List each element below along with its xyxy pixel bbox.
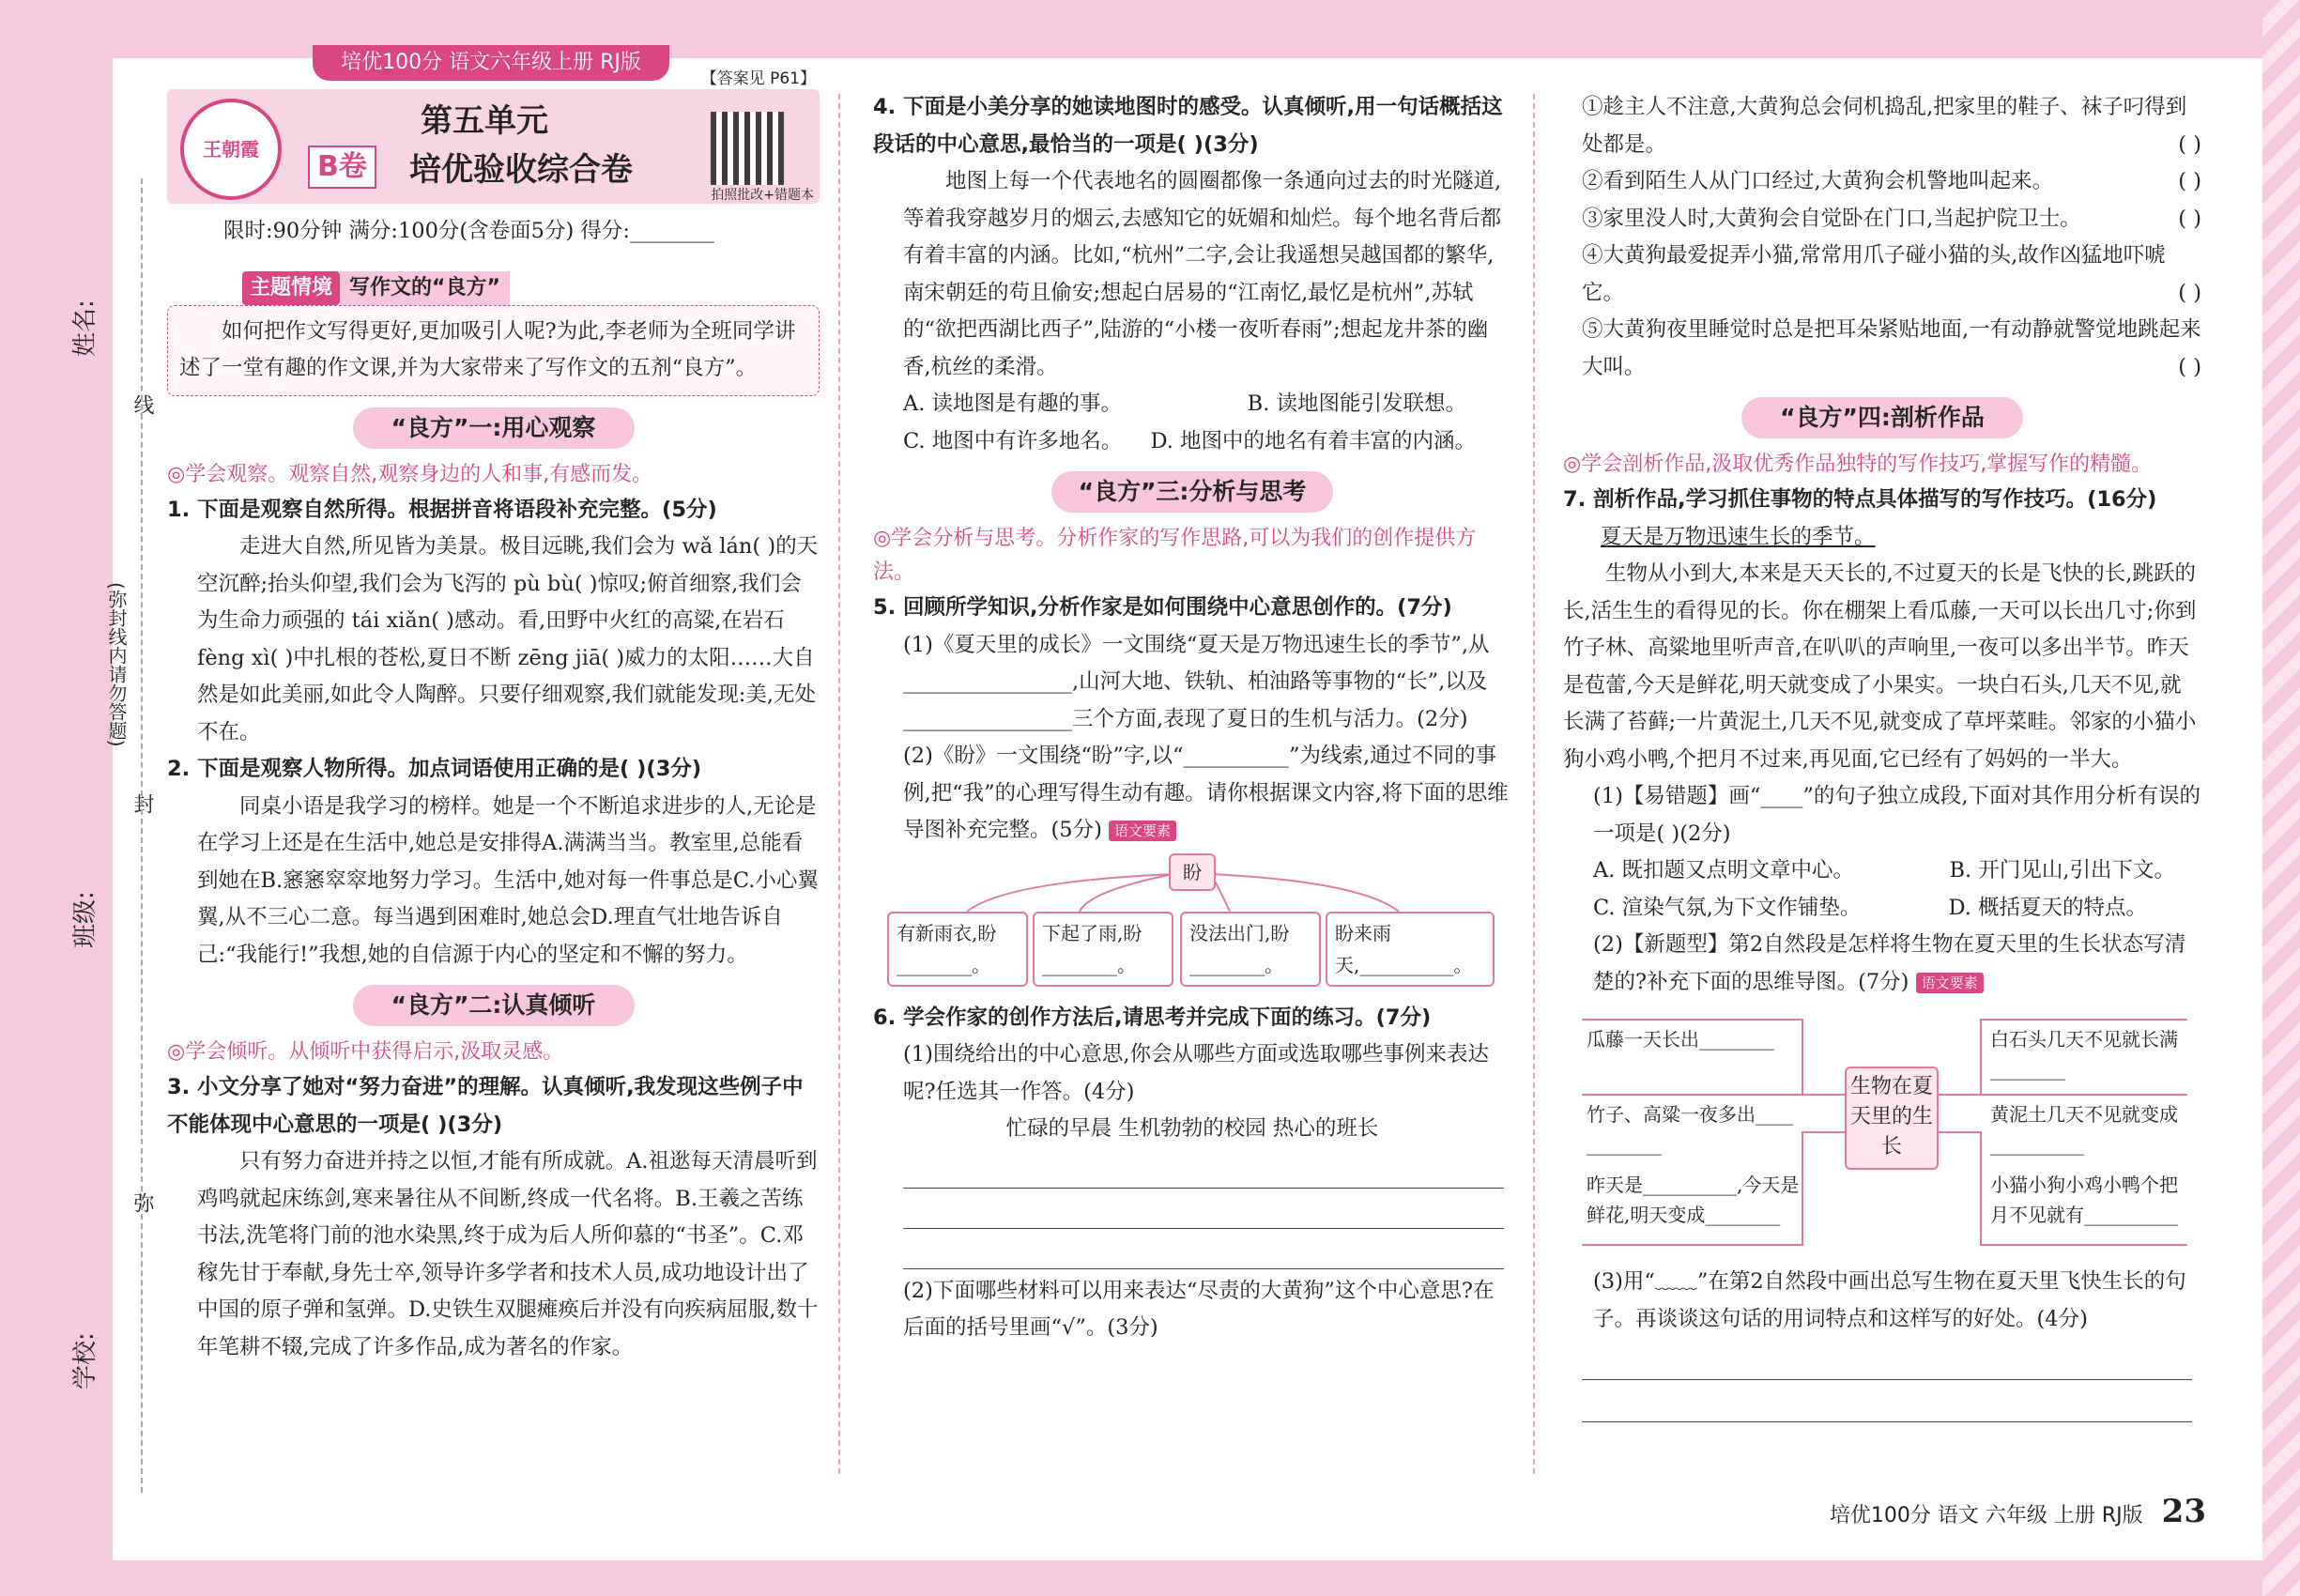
question-7: 7. 剖析作品,学习抓住事物的特点具体描写的写作技巧。(16分) <box>1563 487 2157 512</box>
answer-line-3[interactable] <box>903 1229 1504 1269</box>
section-pill-3: “良方”三:分析与思考 <box>1051 471 1333 513</box>
question-4: 4. 下面是小美分享的她读地图时的感受。认真倾听,用一句话概括这段话的中心意思,最恰当的一项是( )(3分) <box>873 95 1503 157</box>
section-tip-1: ◎学会观察。观察自然,观察身边的人和事,有感而发。 <box>167 462 653 486</box>
section-tip-4: ◎学会剖析作品,汲取优秀作品独特的写作技巧,掌握写作的精髓。 <box>1563 453 2153 476</box>
seal-feng-mark: 封 <box>130 793 154 814</box>
q7-option-a[interactable]: A. 既扣题又点明文章中心。 <box>1593 858 1855 882</box>
q4-option-a[interactable]: A. 读地图是有趣的事。 <box>903 391 1123 416</box>
paper-title: 培优验收综合卷 <box>409 151 633 189</box>
book-banner: 培优100分 语文六年级上册 RJ版 <box>313 45 669 81</box>
column-divider <box>1533 94 1535 1474</box>
q4-option-b[interactable]: B. 读地图能引发联想。 <box>1247 391 1466 416</box>
growth-left-1[interactable]: 瓜藤一天长出________ <box>1587 1028 1774 1051</box>
column-left <box>167 69 820 1366</box>
qr-code[interactable] <box>711 112 784 185</box>
seal-dashed-line <box>141 178 143 1493</box>
q7-options-row1 <box>1563 852 2175 890</box>
question-1-passage: 走进大自然,所见皆为美景。极目远眺,我们会为 wǎ lán( )的天空沉醉;抬头仰望,我们会为飞泻的 pù bù( )惊叹;俯首细察,我们会为生命力顽强的 tái xiǎn( )感动。看,田野中火红的高粱,在岩石 fèng xì( )中扎根的苍松,夏日不断 zēng jiā( )威力的太阳……大自然是如此美丽,如此令人陶醉。只要仔细观察,我们就能发现:美,无处不在。 <box>197 534 819 744</box>
question-2-passage: 同桌小语是我学习的榜样。她是一个不断追求进步的人,无论是在学习上还是在生活中,她总是安排得A.满满当当。教室里,总能看到她在B.窸窸窣窣地努力学习。生活中,她对每一件事总是C.小心翼翼,从不三心二意。每当遇到困难时,她总会D.理直气壮地告诉自己:“我能行!”我想,她的自信源于内心的坚定和不懈的努力。 <box>197 793 819 967</box>
question-7-part2 <box>1563 927 2201 1001</box>
question-6-part1: (1)围绕给出的中心意思,你会从哪些方面或选取哪些事例来表达呢?任选其一作答。(4分) <box>903 1042 1490 1104</box>
dog-options <box>1563 89 2201 386</box>
footer-text: 培优100分 语文 六年级 上册 RJ版 <box>1829 1504 2143 1527</box>
dog-option-4-text: ④大黄狗最爱捉弄小猫,常常用爪子碰小猫的头,故作凶猛地吓唬它。 <box>1582 243 2166 305</box>
school-label: 学校: <box>71 1332 100 1389</box>
growth-right-2[interactable]: 黄泥土几天不见就变成__________ <box>1990 1103 2178 1156</box>
q7-option-c[interactable]: C. 渲染气氛,为下文作铺垫。 <box>1593 895 1862 920</box>
section-tip-3: ◎学会分析与思考。分析作家的写作思路,可以为我们的创作提供方法。 <box>873 527 1477 584</box>
answer-ref: 【答案见 P61】 <box>700 69 816 88</box>
dog-option-5-box[interactable]: ( ) <box>2178 354 2201 379</box>
question-6-part2: (2)下面哪些材料可以用来表达“尽责的大黄狗”这个中心意思?在后面的括号里画“√”。(3分) <box>903 1278 1495 1340</box>
question-1: 1. 下面是观察自然所得。根据拼音将语段补充完整。(5分) <box>167 497 717 522</box>
growth-left-3[interactable]: 昨天是__________,今天是鲜花,明天变成________ <box>1587 1174 1800 1226</box>
dog-option-1-box[interactable]: ( ) <box>2178 131 2201 157</box>
q7-option-d[interactable]: D. 概括夏天的特点。 <box>1948 895 2147 920</box>
growth-center: 生物在夏天里的生长 <box>1845 1067 1939 1170</box>
growth-left-2[interactable]: 竹子、高粱一夜多出____ ________ <box>1587 1103 1793 1156</box>
column-right <box>1563 89 2201 1422</box>
question-7-part3: (3)用“﹏﹏”在第2自然段中画出总写生物在夏天里飞快生长的句子。再谈谈这句话的用词特点和这样写的好处。(4分) <box>1593 1269 2186 1331</box>
section-pill-4: “良方”四:剖析作品 <box>1741 397 2023 438</box>
q7-option-b[interactable]: B. 开门见山,引出下文。 <box>1949 858 2175 882</box>
q4-options-row2 <box>873 423 1476 461</box>
section-pill-2: “良方”二:认真倾听 <box>353 985 635 1026</box>
dog-option-5-text: ⑤大黄狗夜里睡觉时总是把耳朵紧贴地面,一有动静就警觉地跳起来大叫。 <box>1582 317 2201 379</box>
answer-line-2[interactable] <box>903 1189 1504 1229</box>
seal-mi-mark: 弥 <box>130 1192 154 1213</box>
theme-head-label: 主题情境 <box>242 271 340 305</box>
question-7-part1: (1)【易错题】画“____”的句子独立成段,下面对其作用分析有误的一项是( )(2分) <box>1593 784 2201 846</box>
mindmap-node-3[interactable]: 没法出门,盼________。 <box>1180 912 1321 987</box>
mindmap-center: 盼 <box>1169 853 1216 891</box>
dog-option-1 <box>1563 89 2201 163</box>
theme-title: 写作文的“良方” <box>340 271 510 305</box>
q4-option-c[interactable]: C. 地图中有许多地名。 <box>903 428 1123 453</box>
name-label: 姓名: <box>71 299 100 357</box>
brand-logo: 王朝霞 <box>180 99 282 200</box>
unit-title: 第五单元 <box>421 102 548 140</box>
question-3: 3. 小文分享了她对“努力奋进”的理解。认真倾听,我发现这些例子中不能体现中心意思的一项是( )(3分) <box>167 1075 804 1137</box>
question-3-passage: 只有努力奋进并持之以恒,才能有所成就。A.祖逖每天清晨听到鸡鸣就起床练剑,寒来暑往从不间断,终成一代名将。B.王羲之苦练书法,洗笔将门前的池水染黑,终于成为后人所仰慕的“书圣”。C.邓稼先甘于奉献,身先士卒,领导许多学者和技术人员,成功地设计出了中国的原子弹和氢弹。D.史铁生双腿瘫痪后并没有向疾病屈服,数十年笔耕不辍,完成了许多作品,成为著名的作家。 <box>197 1149 819 1359</box>
question-5-part1: (1)《夏天里的成长》一文围绕“夏天是万物迅速生长的季节”,从________________,山河大地、铁轨、柏油路等事物的“长”,以及________________三个方面,表现了夏日的生机与活力。(2分) <box>903 632 1490 731</box>
page-footer <box>1830 1493 2206 1530</box>
theme-header <box>242 271 820 305</box>
section-pill-1: “良方”一:用心观察 <box>353 407 635 449</box>
column-divider <box>838 94 840 1474</box>
theme-text: 如何把作文写得更好,更加吸引人呢?为此,李老师为全班同学讲述了一堂有趣的作文课,并为大家带来了写作文的五剂“良方”。 <box>179 318 796 380</box>
dog-option-2 <box>1563 163 2201 201</box>
question-4-passage: 地图上每一个代表地名的圆圈都像一条通向过去的时光隧道,等着我穿越岁月的烟云,去感知它的妩媚和灿烂。每个地名背后都有着丰富的内涵。比如,“杭州”二字,会让我遥想吴越国都的繁华,南宋朝廷的苟且偷安;想起白居易的“江南忆,最忆是杭州”,苏轼的“欲把西湖比西子”,陆游的“小楼一夜听春雨”;想起龙井茶的幽香,杭丝的柔滑。 <box>903 169 1502 379</box>
question-6: 6. 学会作家的创作方法后,请思考并完成下面的练习。(7分) <box>873 1005 1432 1030</box>
answer-line-1[interactable] <box>903 1148 1504 1189</box>
page-number: 23 <box>2161 1493 2206 1530</box>
qr-caption: 拍照批改+错题本 <box>711 188 814 203</box>
dog-option-3 <box>1563 201 2201 238</box>
exam-meta: 限时:90分钟 满分:100分(含卷面5分) 得分:________ <box>223 219 714 243</box>
question-7-part2-text: (2)【新题型】第2自然段是怎样将生物在夏天里的生长状态写清楚的?补充下面的思维导图。(7分) <box>1593 932 2186 994</box>
paper-type-badge: B卷 <box>308 146 376 189</box>
element-tag: 语文要素 <box>1109 821 1176 841</box>
question-6-topics: 忙碌的早晨 生机勃勃的校园 热心的班长 <box>1005 1116 1379 1141</box>
section-tip-2: ◎学会倾听。从倾听中获得启示,汲取灵感。 <box>167 1040 564 1064</box>
q4-option-d[interactable]: D. 地图中的地名有着丰富的内涵。 <box>1150 428 1476 453</box>
mindmap-node-1[interactable]: 有新雨衣,盼________。 <box>887 912 1028 987</box>
mindmap-growth <box>1563 1001 2201 1264</box>
answer-line-q7-2[interactable] <box>1582 1380 2192 1422</box>
mindmap-pan <box>873 853 1511 994</box>
answer-line-q7-1[interactable] <box>1582 1338 2192 1380</box>
dog-option-1-text: ①趁主人不注意,大黄狗总会伺机捣乱,把家里的鞋子、袜子叼得到处都是。 <box>1582 95 2187 157</box>
decorative-border <box>2262 0 2300 1596</box>
dog-option-2-box[interactable]: ( ) <box>2178 169 2201 193</box>
question-5: 5. 回顾所学知识,分析作家是如何围绕中心意思创作的。(7分) <box>873 595 1452 620</box>
seal-note: (弥封线内请勿答题) <box>105 582 128 747</box>
element-tag-2: 语文要素 <box>1916 973 1984 993</box>
dog-option-4 <box>1563 238 2201 312</box>
dog-option-4-box[interactable]: ( ) <box>2178 280 2201 305</box>
question-5-part2 <box>873 738 1511 850</box>
dog-option-3-text: ③家里没人时,大黄狗会自觉卧在门口,当起护院卫士。 <box>1582 206 2081 231</box>
question-5-part2-text: (2)《盼》一文围绕“盼”字,以“__________”为线索,通过不同的事例,把“我”的心理写得生动有趣。请你根据课文内容,将下面的思维导图补充完整。(5分) <box>903 744 1509 842</box>
q7-options-row2 <box>1563 890 2147 928</box>
q4-options-row1 <box>873 386 1466 423</box>
column-middle <box>873 89 1511 1347</box>
dog-option-2-text: ②看到陌生人从门口经过,大黄狗会机警地叫起来。 <box>1582 169 2054 193</box>
question-7-title-sentence: 夏天是万物迅速生长的季节。 <box>1601 524 1876 549</box>
mindmap-node-2[interactable]: 下起了雨,盼________。 <box>1033 912 1173 987</box>
dog-option-3-box[interactable]: ( ) <box>2178 206 2201 231</box>
title-block <box>167 69 820 204</box>
dog-option-5 <box>1563 312 2201 386</box>
growth-right-1[interactable]: 白石头几天不见就长满________ <box>1990 1028 2178 1081</box>
mindmap-node-4[interactable]: 盼来雨天,__________。 <box>1326 912 1495 987</box>
theme-box <box>167 305 820 396</box>
growth-right-3[interactable]: 小猫小狗小鸡小鸭个把月不见就有__________ <box>1990 1174 2178 1226</box>
class-label: 班级: <box>71 891 100 948</box>
seal-line-mark: 线 <box>130 394 154 415</box>
question-7-passage: 生物从小到大,本来是天天长的,不过夏天的长是飞快的长,跳跃的长,活生生的看得见的长。你在棚架上看瓜藤,一天可以长出几寸;你到竹子林、高粱地里听声音,在叭叭的声响里,一夜可以多出半节。昨天是苞蕾,今天是鲜花,明天就变成了小果实。一块白石头,几天不见,就长满了苔藓;一片黄泥土,几天不见,就变成了草坪菜畦。邻家的小猫小狗小鸡小鸭,个把月不过来,再见面,它已经有了妈妈的一半大。 <box>1563 561 2197 772</box>
question-2: 2. 下面是观察人物所得。加点词语使用正确的是( )(3分) <box>167 757 702 781</box>
